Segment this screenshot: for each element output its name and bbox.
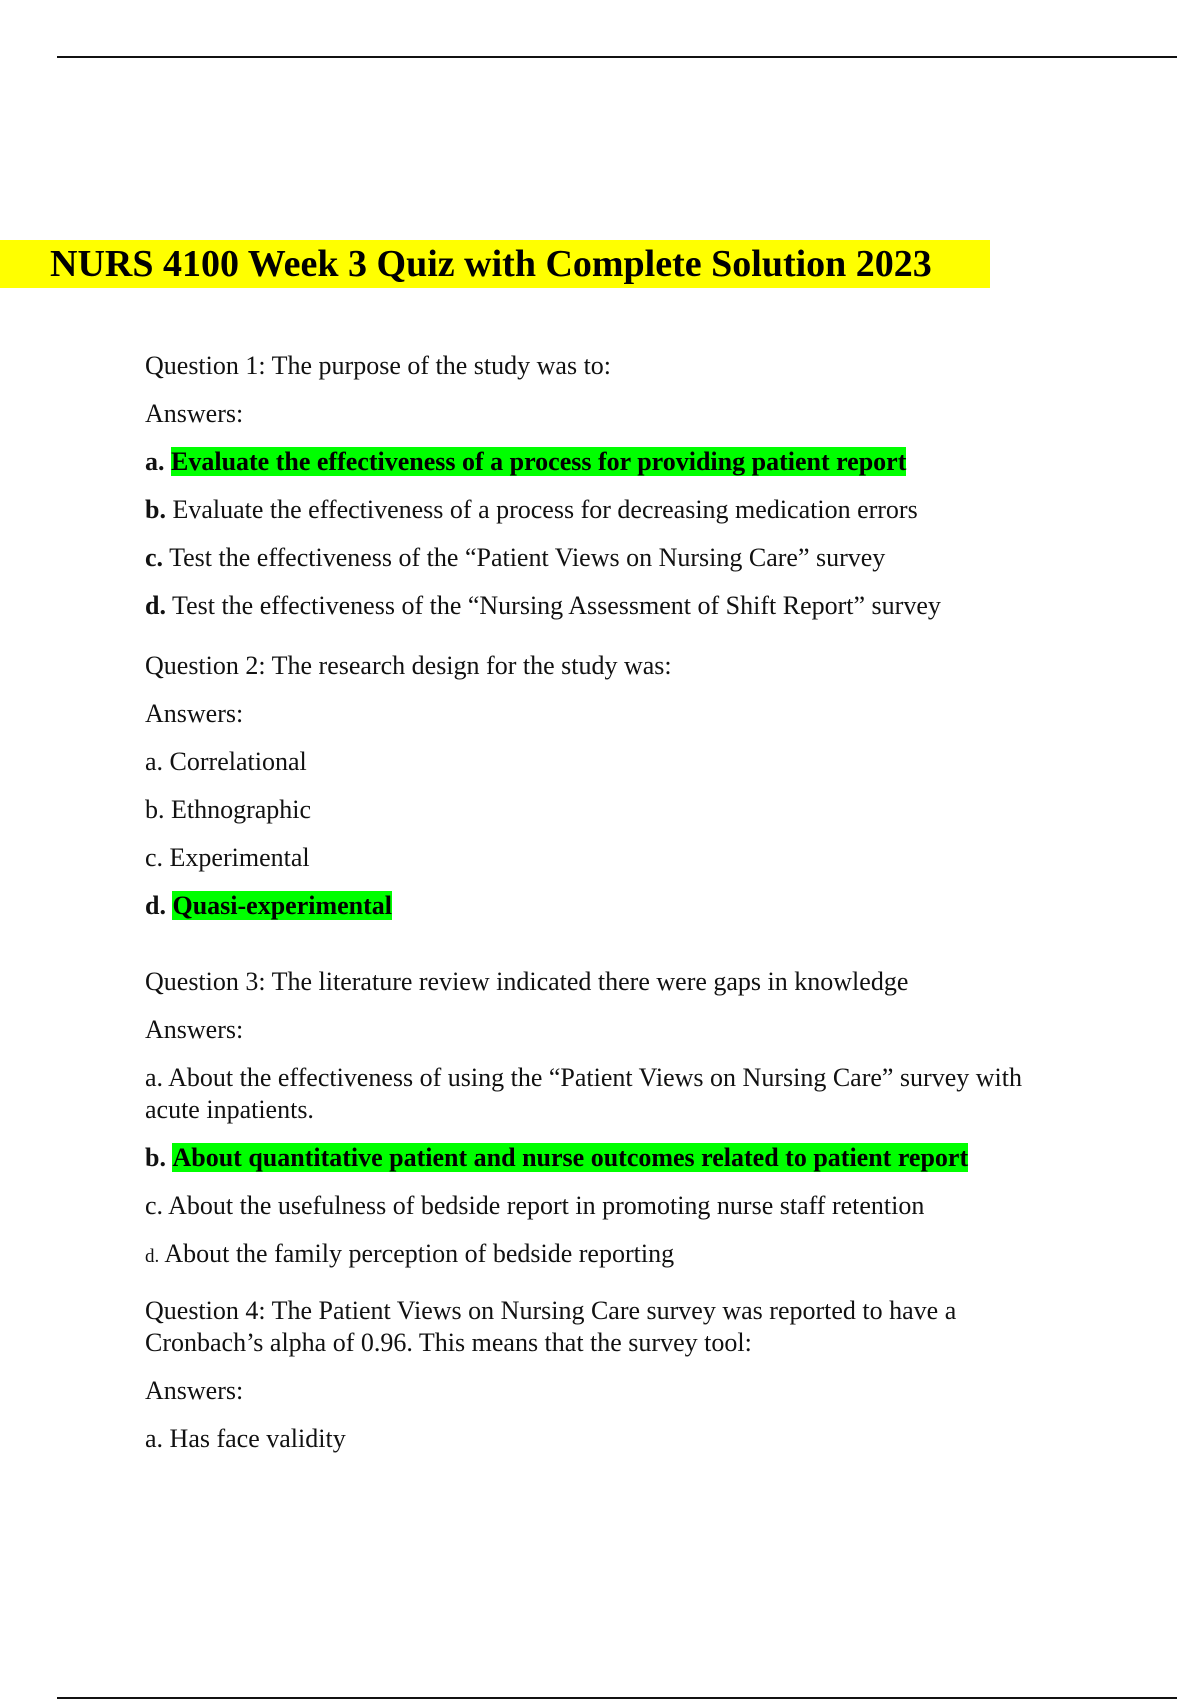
answers-label: Answers:: [145, 1015, 244, 1044]
answers-label: Answers:: [145, 399, 244, 428]
answer-option-a: [145, 446, 1075, 478]
option-letter: a.: [145, 1063, 164, 1092]
top-rule: [57, 56, 1177, 58]
option-letter: c.: [145, 543, 164, 572]
answer-option-a: [145, 1062, 1075, 1126]
option-letter: d.: [145, 591, 166, 620]
question-1: [145, 350, 1075, 622]
option-letter: b.: [145, 795, 165, 824]
option-letter: a.: [145, 747, 164, 776]
answer-option-a: [145, 746, 1075, 778]
document-title: NURS 4100 Week 3 Quiz with Complete Solution 2023: [50, 243, 932, 285]
answer-option-d: [145, 890, 1075, 922]
answers-label: Answers:: [145, 699, 244, 728]
question-4: [145, 1295, 1075, 1455]
option-text: Experimental: [169, 843, 310, 872]
answer-option-c: [145, 542, 1075, 574]
option-letter: c.: [145, 1191, 164, 1220]
answer-option-d: [145, 1238, 1075, 1273]
bottom-rule: [57, 1697, 1177, 1699]
option-letter: a.: [145, 447, 165, 476]
option-letter: c.: [145, 843, 164, 872]
option-text: Correlational: [169, 747, 307, 776]
answer-option-c: [145, 842, 1075, 874]
answer-option-d: [145, 590, 1075, 622]
answer-option-c: [145, 1190, 1075, 1222]
option-text: Ethnographic: [171, 795, 312, 824]
question-2: [145, 650, 1075, 922]
option-text: Test the effectiveness of the “Nursing Assessment of Shift Report” survey: [172, 591, 941, 620]
option-letter: a.: [145, 1424, 164, 1453]
option-letter: d.: [145, 891, 166, 920]
option-text: About the family perception of bedside reporting: [164, 1239, 675, 1268]
correct-answer-text: About quantitative patient and nurse outcomes related to patient report: [172, 1143, 969, 1172]
option-text: Has face validity: [169, 1424, 346, 1453]
answer-option-b: [145, 1142, 1075, 1174]
option-letter: b.: [145, 1143, 166, 1172]
option-letter: b.: [145, 495, 166, 524]
answer-option-a: [145, 1423, 1075, 1455]
question-prompt: Question 2: The research design for the study was:: [145, 651, 672, 680]
option-text: About the usefulness of bedside report in promoting nurse staff retention: [168, 1191, 925, 1220]
option-letter: d.: [145, 1246, 160, 1267]
option-text: Test the effectiveness of the “Patient Views on Nursing Care” survey: [169, 543, 886, 572]
option-text: Evaluate the effectiveness of a process for decreasing medication errors: [172, 495, 918, 524]
question-prompt: Question 3: The literature review indicated there were gaps in knowledge: [145, 967, 909, 996]
question-prompt: Question 4: The Patient Views on Nursing Care survey was reported to have a Cronbach’s alpha of 0.96. This means that the survey tool:: [145, 1296, 957, 1357]
answer-option-b: [145, 494, 1075, 526]
question-3: [145, 966, 1075, 1273]
answer-option-b: [145, 794, 1075, 826]
quiz-content: [145, 350, 1075, 1471]
option-text: About the effectiveness of using the “Patient Views on Nursing Care” survey with acute inpatients.: [145, 1063, 1022, 1124]
correct-answer-text: Evaluate the effectiveness of a process for providing patient report: [171, 447, 907, 476]
question-prompt: Question 1: The purpose of the study was to:: [145, 351, 612, 380]
correct-answer-text: Quasi-experimental: [172, 891, 392, 920]
answers-label: Answers:: [145, 1376, 244, 1405]
